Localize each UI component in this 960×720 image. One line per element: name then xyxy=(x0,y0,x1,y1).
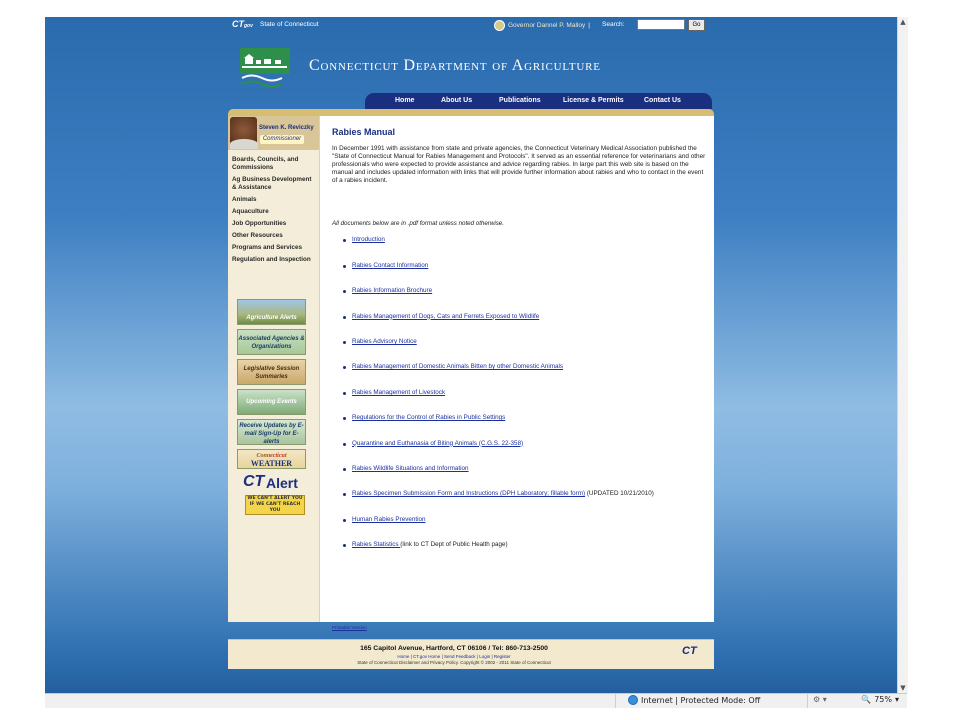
browser-status-bar xyxy=(45,693,907,708)
logo-wave-2 xyxy=(242,82,282,87)
zoom-control[interactable] xyxy=(861,695,899,704)
pdf-format-note: All documents below are in .pdf format unless noted otherwise. xyxy=(332,220,504,228)
governor-link[interactable] xyxy=(494,20,590,31)
commissioner-title: Commissioner xyxy=(260,135,304,144)
chevron-down-icon: ▾ xyxy=(894,695,899,704)
scroll-down-icon[interactable]: ▼ xyxy=(900,684,906,692)
doc-link-specimen-form[interactable]: Rabies Specimen Submission Form and Instructions (DPH Laboratory; fillable form) xyxy=(352,490,586,498)
printable-version-link[interactable]: Printable Version xyxy=(332,625,367,630)
sidebar-item-resources[interactable]: Other Resources xyxy=(232,232,283,239)
footer-link-feedback[interactable]: Send Feedback xyxy=(443,654,476,659)
ct-alert-logo: CT xyxy=(243,473,265,490)
list-item xyxy=(343,389,707,397)
footer-link-ctgov[interactable]: CT.gov Home xyxy=(413,654,441,659)
nav-contact-us[interactable]: Contact Us xyxy=(644,97,681,104)
nav-license-permits[interactable]: License & Permits xyxy=(563,97,624,104)
status-divider xyxy=(807,694,808,708)
globe-icon xyxy=(628,695,638,705)
left-sidebar xyxy=(228,116,320,622)
sidebar-item-ag-business[interactable]: Ag Business Development & Assistance xyxy=(232,176,312,191)
sidebar-item-jobs[interactable]: Job Opportunities xyxy=(232,220,287,227)
list-item xyxy=(343,440,707,448)
sidebar-nav xyxy=(232,156,317,268)
state-seal-icon xyxy=(494,20,505,31)
list-item xyxy=(343,338,707,346)
footer-address: 165 Capitol Avenue, Hartford, CT 06106 / Tel: 860-713-2500 xyxy=(360,645,548,652)
security-zone-text: Internet | Protected Mode: Off xyxy=(641,695,761,705)
governor-name: Governor Dannel P. Malloy xyxy=(508,22,586,29)
doc-note-updated: (UPDATED 10/21/2010) xyxy=(585,490,654,498)
document-list xyxy=(343,236,707,549)
doc-note-dph: (link to CT Dept of Public Health page) xyxy=(400,541,508,549)
logo-house xyxy=(264,59,271,64)
doc-link-dogs-cats-ferrets[interactable]: Rabies Management of Dogs, Cats and Ferrets Exposed to Wildlife xyxy=(352,312,540,320)
list-item xyxy=(343,414,707,422)
ct-alert-banner[interactable] xyxy=(237,473,306,523)
page-footer xyxy=(228,639,714,669)
zoom-level: 75% xyxy=(874,695,892,704)
search-label: Search: xyxy=(602,21,625,28)
list-item xyxy=(343,516,707,524)
ct-alert-tagline: WE CAN'T ALERT YOU IF WE CAN'T REACH YOU xyxy=(245,495,305,515)
doc-link-domestic-animals[interactable]: Rabies Management of Domestic Animals Bitten by other Domestic Animals xyxy=(352,363,564,371)
list-item xyxy=(343,465,707,473)
footer-link-disclaimer[interactable]: Disclaimer xyxy=(399,660,421,665)
list-item xyxy=(343,236,707,244)
security-zone[interactable] xyxy=(628,695,760,705)
logo-wave xyxy=(242,76,282,81)
doc-link-brochure[interactable]: Rabies Information Brochure xyxy=(352,287,433,295)
list-item xyxy=(343,541,707,549)
agriculture-logo[interactable] xyxy=(239,46,293,91)
ct-gov-logo[interactable]: CTgov xyxy=(232,19,253,29)
status-divider xyxy=(615,694,616,708)
sidebar-item-animals[interactable]: Animals xyxy=(232,196,257,203)
doc-link-wildlife[interactable]: Rabies Wildlife Situations and Information xyxy=(352,464,469,472)
state-of-connecticut-link[interactable]: State of Connecticut xyxy=(260,21,319,28)
sidebar-item-boards[interactable]: Boards, Councils, and Commissions xyxy=(232,156,299,171)
doc-link-contact-info[interactable]: Rabies Contact Information xyxy=(352,261,429,269)
search-go-button[interactable]: Go xyxy=(688,19,705,31)
footer-link-login[interactable]: Login xyxy=(479,654,491,659)
doc-link-public-settings[interactable]: Regulations for the Control of Rabies in Public Settings xyxy=(352,414,506,422)
doc-link-human-prevention[interactable]: Human Rabies Prevention xyxy=(352,515,426,523)
intro-paragraph: In December 1991 with assistance from state and private agencies, the Connecticut Veterinary Medical Association published the "State of Connecticut Manual for Rabies Management and Protocols". It served as an essential reference for veterinarians and other professionals who were expected to provide assistance and advice regarding rabies. In large part this web site is based on the manual and includes updated information with links that will provide further information about rabies and who to contact in the event of a rabies incident. xyxy=(332,145,706,185)
doc-link-quarantine[interactable]: Quarantine and Euthanasia of Biting Animals (C.G.S. 22-358) xyxy=(352,439,524,447)
ct-alert-word: Alert xyxy=(266,475,298,491)
doc-link-statistics[interactable]: Rabies Statistics xyxy=(352,541,401,549)
doc-link-livestock[interactable]: Rabies Management of Livestock xyxy=(352,388,446,396)
footer-ct-gov-logo[interactable]: CT xyxy=(682,645,697,657)
logo-shed xyxy=(275,60,281,64)
doc-link-introduction[interactable]: Introduction xyxy=(352,236,385,244)
scroll-up-icon[interactable]: ▲ xyxy=(900,18,906,26)
commissioner-banner[interactable] xyxy=(228,116,319,150)
separator: | xyxy=(588,22,590,29)
footer-link-register[interactable]: Register xyxy=(493,654,511,659)
doc-link-advisory-notice[interactable]: Rabies Advisory Notice xyxy=(352,338,417,346)
list-item xyxy=(343,363,707,371)
page-title: Rabies Manual xyxy=(332,127,396,137)
browser-viewport xyxy=(45,17,897,693)
sidebar-item-regulation[interactable]: Regulation and Inspection xyxy=(232,256,311,263)
main-nav xyxy=(365,93,712,109)
footer-links: Home | CT.gov Home | Send Feedback | Login | Register xyxy=(397,654,511,659)
sidebar-item-aquaculture[interactable]: Aquaculture xyxy=(232,208,269,215)
list-item xyxy=(343,490,707,498)
footer-link-home[interactable]: Home xyxy=(397,654,410,659)
sidebar-banners xyxy=(237,299,308,523)
nav-home[interactable]: Home xyxy=(395,97,415,104)
main-content xyxy=(332,127,707,567)
upcoming-events-banner[interactable]: Upcoming Events xyxy=(237,389,306,415)
ct-weather-banner[interactable]: Connecticut WEATHER xyxy=(237,449,306,469)
logo-barn xyxy=(245,58,253,64)
associated-agencies-banner[interactable]: Associated Agencies & Organizations xyxy=(237,329,306,355)
e-alerts-signup-banner[interactable]: Receive Updates by E-mail Sign-Up for E-alerts xyxy=(237,419,306,445)
nav-about-us[interactable]: About Us xyxy=(441,97,473,104)
logo-field xyxy=(242,66,287,68)
list-item xyxy=(343,287,707,295)
list-item xyxy=(343,313,707,321)
legislative-summaries-banner[interactable]: Legislative Session Summaries xyxy=(237,359,306,385)
agriculture-alerts-banner[interactable]: Agriculture Alerts xyxy=(237,299,306,325)
commissioner-photo xyxy=(230,117,257,149)
site-title: Connecticut Department of Agriculture xyxy=(309,57,601,74)
logo-silo xyxy=(256,60,261,64)
protected-mode-settings-icon[interactable]: ⚙ ▾ xyxy=(813,695,827,704)
footer-link-privacy[interactable]: Privacy Policy xyxy=(430,660,458,665)
vertical-scrollbar[interactable] xyxy=(897,17,908,693)
list-item xyxy=(343,262,707,270)
footer-copyright: State of Connecticut Disclaimer and Privacy Policy. Copyright © 2002 - 2011 State of Connecticut xyxy=(357,660,551,665)
search-input[interactable] xyxy=(637,19,685,30)
nav-publications[interactable]: Publications xyxy=(499,97,541,104)
magnifier-icon: 🔍 xyxy=(861,695,872,704)
sidebar-item-programs[interactable]: Programs and Services xyxy=(232,244,303,251)
commissioner-name: Steven K. Reviczky xyxy=(259,125,314,131)
ct-gov-bar xyxy=(228,17,715,33)
